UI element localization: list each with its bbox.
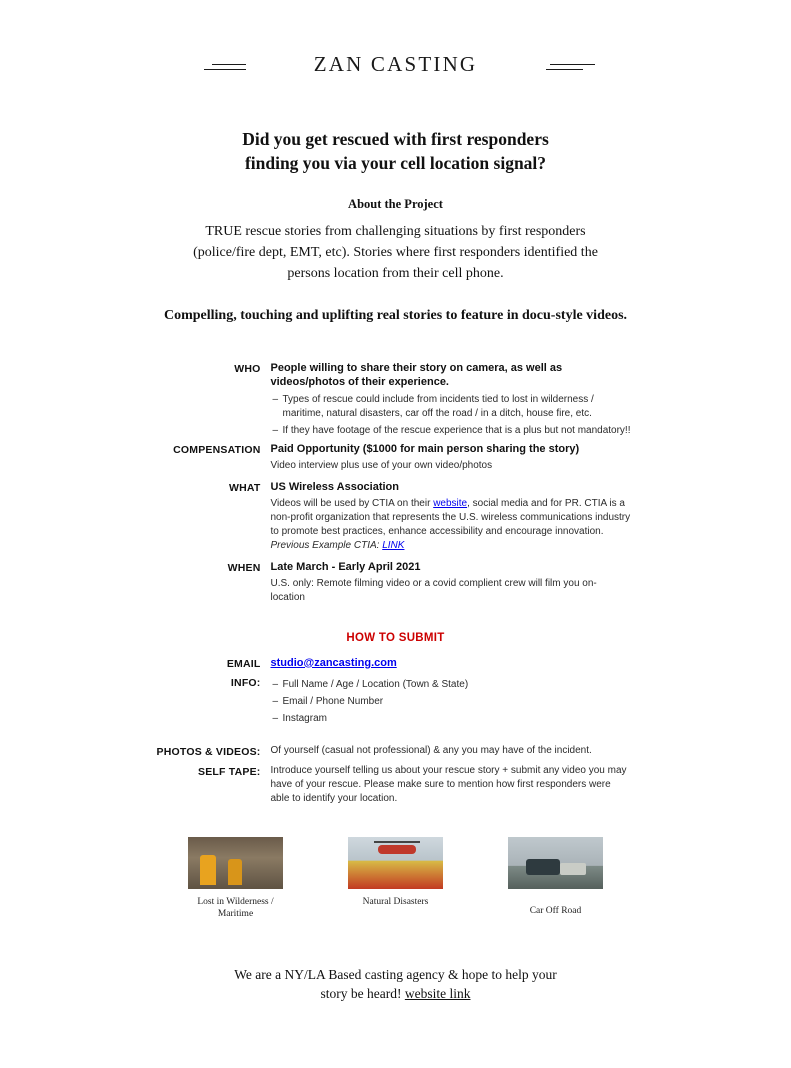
detail-row-info: [161, 675, 631, 730]
detail-row-email: [161, 656, 631, 671]
what-sub-post: , social media and for PR. CTIA is a non-profit organization that represents the U.S. wireless communications industry to promote best practices, enhance accessibility and encourage innovation.: [270, 497, 631, 537]
info-bullets: [271, 678, 631, 726]
detail-row-what: [161, 480, 631, 554]
photo-item-wilderness-maritime: [161, 837, 311, 921]
info-bullet-1: Full Name / Age / Location (Town & State): [282, 678, 469, 690]
previous-example-link[interactable]: LINK: [382, 539, 405, 551]
spacer: [161, 730, 631, 744]
email-link[interactable]: studio@zancasting.com: [270, 656, 397, 669]
who-bullets: [271, 393, 631, 438]
photo-item-car-off-road: [481, 837, 631, 921]
compensation-sub: Video interview plus use of your own video/photos: [270, 460, 493, 472]
what-example-label: Previous Example CTIA:: [270, 539, 380, 551]
info-bullet-2: Email / Phone Number: [282, 695, 384, 707]
info-bullet-3: Instagram: [282, 712, 327, 724]
what-sub-pre: Videos will be used by CTIA on their: [270, 497, 434, 509]
dash-bullet-icon: –: [272, 712, 279, 724]
detail-content-when: [271, 560, 631, 606]
how-to-submit-heading: HOW TO SUBMIT: [346, 631, 445, 644]
self-tape-text: Introduce yourself telling us about your rescue story + submit any video you may have of your rescue. Please make sure to mention how first responders were able to identify your location.: [270, 765, 627, 805]
photos-videos-text: Of yourself (casual not professional) & any you may have of the incident.: [270, 744, 592, 756]
about-body: TRUE rescue stories from challenging situations by first responders (police/fire dept, EMT, etc). Stories where first responders identified the persons location from their cell phone.: [193, 224, 598, 282]
caption-line-1: Natural Disasters: [362, 897, 429, 908]
detail-content-info: [271, 675, 631, 730]
photo-item-natural-disasters: [321, 837, 471, 921]
submit-list: [156, 656, 631, 807]
dash-bullet-icon: –: [272, 425, 279, 437]
detail-label-who: WHO: [234, 362, 261, 375]
detail-content-photos-videos: [271, 744, 631, 759]
detail-row-self-tape: [161, 764, 631, 807]
detail-content-what: [271, 480, 631, 554]
when-sub: U.S. only: Remote filming video or a covid complient crew will film you on-location: [270, 577, 597, 603]
detail-row-when: [161, 560, 631, 606]
detail-label-photos-videos: PHOTOS & VIDEOS:: [156, 745, 261, 758]
detail-content-self-tape: [271, 764, 631, 807]
detail-label-email: EMAIL: [226, 657, 261, 670]
photo-thumbnail-wilderness: [188, 837, 283, 889]
website-link[interactable]: website link: [404, 986, 471, 1002]
brand-logo: ZAN CASTING: [313, 52, 478, 76]
list-item: [271, 678, 631, 692]
decorative-rule-right: [546, 64, 595, 74]
details-list: [161, 361, 631, 606]
page-title: [116, 128, 676, 175]
photo-thumbnail-car: [508, 837, 603, 889]
ctia-website-link[interactable]: website: [433, 497, 468, 509]
headline-line-1: Did you get rescued with first responders: [242, 129, 549, 149]
caption-line-1: Lost in Wilderness /: [197, 897, 274, 908]
detail-label-info: INFO:: [230, 676, 261, 689]
caption-line-2: Maritime: [217, 909, 254, 920]
photo-caption-car: [481, 905, 631, 917]
when-lead: Late March - Early April 2021: [270, 560, 421, 573]
compensation-lead: Paid Opportunity ($1000 for main person sharing the story): [270, 443, 580, 456]
detail-row-photos-videos: [156, 744, 631, 759]
detail-label-compensation: COMPENSATION: [173, 444, 261, 457]
who-lead: People willing to share their story on camera, as well as videos/photos of their experience.: [270, 361, 563, 389]
dash-bullet-icon: –: [272, 394, 279, 406]
caption-line-1: Car Off Road: [529, 906, 582, 917]
list-item: [271, 695, 631, 709]
what-sub: [271, 497, 631, 553]
headline-line-2: finding you via your cell location signal?: [244, 152, 547, 173]
footer-line-2: [161, 984, 631, 1004]
footer-line-2-pre: story be heard!: [320, 986, 405, 1002]
header: [0, 44, 791, 102]
dash-bullet-icon: –: [272, 678, 279, 690]
about-tagline: Compelling, touching and uplifting real stories to feature in docu-style videos.: [163, 308, 628, 324]
list-item: [271, 424, 631, 438]
list-item: [271, 393, 631, 421]
who-bullet-1: Types of rescue could include from incidents tied to lost in wilderness / maritime, natural disasters, car off the road / in a ditch, house fire, etc.: [282, 394, 594, 420]
detail-content-compensation: [271, 442, 631, 474]
flyer-page: [0, 44, 791, 1068]
dash-bullet-icon: –: [272, 695, 279, 707]
footer: [161, 965, 631, 1004]
who-bullet-2: If they have footage of the rescue experience that is a plus but not mandatory!!: [282, 425, 631, 437]
detail-label-self-tape: SELF TAPE:: [198, 766, 261, 779]
photo-gallery: [161, 837, 631, 921]
what-lead: US Wireless Association: [270, 481, 399, 494]
photo-thumbnail-disasters: [348, 837, 443, 889]
detail-label-what: WHAT: [228, 482, 261, 495]
photo-caption-disasters: [321, 896, 471, 908]
detail-content-email: [271, 656, 631, 671]
footer-line-1: We are a NY/LA Based casting agency & hope to help your: [234, 966, 557, 982]
about-heading: About the Project: [348, 197, 443, 212]
detail-row-who: [161, 361, 631, 443]
detail-row-compensation: [161, 442, 631, 474]
decorative-rule-left: [204, 64, 246, 74]
detail-content-who: [271, 361, 631, 443]
detail-label-when: WHEN: [227, 561, 261, 574]
list-item: [271, 712, 631, 726]
photo-caption-wilderness: [161, 896, 311, 921]
